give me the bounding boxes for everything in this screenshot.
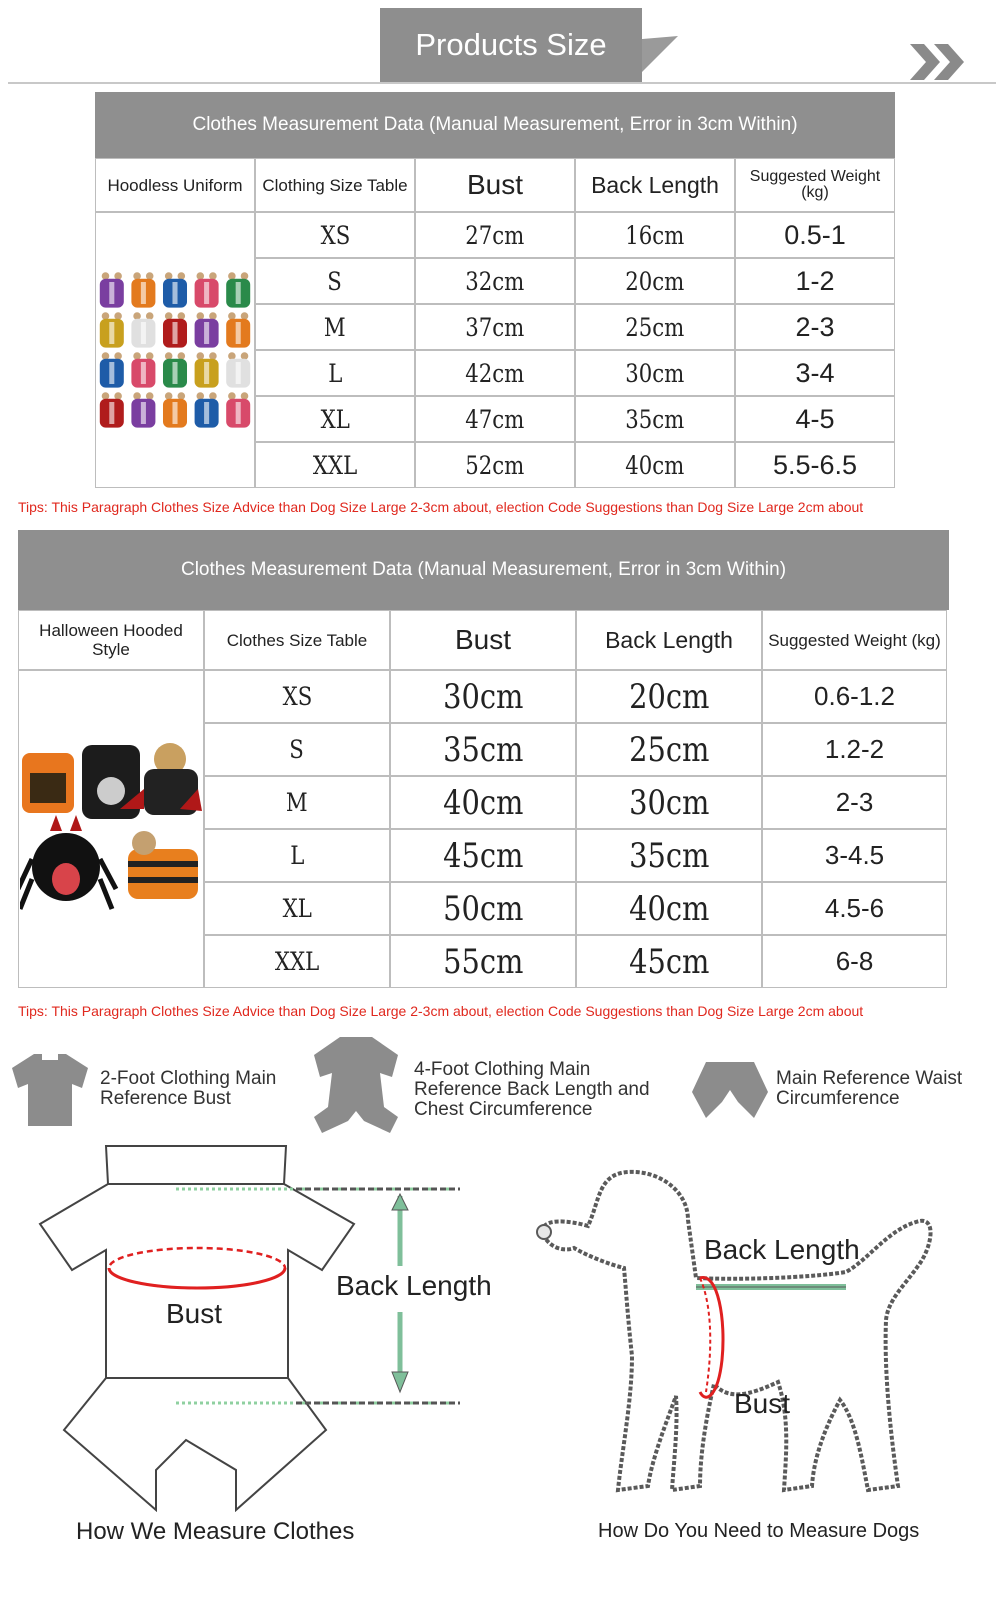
dog-caption: How Do You Need to Measure Dogs: [598, 1520, 920, 1542]
pants-icon: [692, 1062, 768, 1122]
size-table-halloween: [18, 530, 949, 990]
cell-value: 42cm: [465, 358, 525, 388]
cell-value: S: [289, 735, 305, 764]
cell-value: L: [327, 358, 343, 388]
tips-text: Tips: This Paragraph Clothes Size Advice than Dog Size Large 2-3cm about, election Code Suggestions than Dog Size Large 2cm about: [18, 499, 864, 515]
column-header: Halloween Hooded Style: [18, 610, 204, 670]
cell-value: 4.5-6: [824, 893, 885, 923]
column-header: Bust: [390, 610, 576, 670]
dog-bust-label: Bust: [734, 1388, 791, 1419]
table-cell: [204, 776, 390, 829]
clothes-measure-diagram: [36, 1140, 476, 1512]
table-cell: [255, 212, 415, 258]
cell-value: 30cm: [442, 676, 524, 717]
reference-label: Main Reference Waist Circumference: [776, 1068, 963, 1109]
halloween-costume-icon: [20, 739, 202, 919]
double-chevron-icon: [910, 44, 968, 80]
table-cell: [576, 882, 762, 935]
table-cell: [575, 304, 735, 350]
table-cell: [576, 935, 762, 988]
cell-value: 0.6-1.2: [814, 681, 895, 711]
reference-label: 4-Foot Clothing Main Reference Back Length and Chest Circumference: [414, 1059, 650, 1120]
table-cell: [204, 935, 390, 988]
table-cell: [390, 670, 576, 723]
cell-value: 45cm: [628, 941, 710, 982]
cell-value: 35cm: [625, 404, 685, 434]
cell-value: 30cm: [625, 358, 685, 388]
cell-value: XL: [282, 894, 312, 923]
cell-value: 16cm: [625, 220, 685, 250]
cell-value: 1.2-2: [824, 734, 885, 764]
table-cell: [415, 304, 575, 350]
cell-value: 45cm: [442, 835, 524, 876]
cell-value: 32cm: [465, 266, 525, 296]
cell-value: 6-8: [835, 946, 874, 976]
cell-value: XS: [320, 220, 350, 250]
header-rule: [8, 82, 996, 84]
column-header: Bust: [415, 158, 575, 212]
cell-value: 3-4.5: [824, 840, 885, 870]
cell-value: 55cm: [442, 941, 524, 982]
cell-value: 30cm: [628, 782, 710, 823]
cell-value: XL: [320, 404, 350, 434]
cell-value: 25cm: [628, 729, 710, 770]
cell-value: 47cm: [465, 404, 525, 434]
table-cell: [575, 396, 735, 442]
dog-back-length-label: Back Length: [704, 1234, 860, 1265]
cell-value: M: [286, 788, 308, 817]
cell-value: 4-5: [795, 403, 835, 434]
cell-value: 2-3: [835, 787, 874, 817]
table-cell: [390, 882, 576, 935]
cell-value: 20cm: [625, 266, 685, 296]
table-cell: [762, 723, 947, 776]
clothes-bust-label: Bust: [166, 1298, 223, 1329]
cell-value: M: [324, 312, 346, 342]
table-cell: [575, 212, 735, 258]
tips-text: Tips: This Paragraph Clothes Size Advice than Dog Size Large 2-3cm about, election Code Suggestions than Dog Size Large 2cm about: [18, 1003, 864, 1019]
table-cell: [415, 350, 575, 396]
table-cell: [415, 396, 575, 442]
pet-clothes-icon: [96, 270, 254, 430]
clothes-back-length-label: Back Length: [336, 1270, 492, 1301]
table-cell: [735, 212, 895, 258]
table-banner: Clothes Measurement Data (Manual Measurement, Error in 3cm Within): [18, 530, 949, 610]
table-cell: [390, 723, 576, 776]
table-cell: [255, 350, 415, 396]
table-cell: [390, 829, 576, 882]
table-cell: [390, 776, 576, 829]
table-cell: [415, 212, 575, 258]
table-banner: Clothes Measurement Data (Manual Measurement, Error in 3cm Within): [95, 92, 895, 158]
reference-label: 2-Foot Clothing Main Reference Bust: [100, 1068, 277, 1109]
table-cell: [576, 829, 762, 882]
size-table-hoodless: [95, 92, 895, 488]
table-cell: [255, 396, 415, 442]
product-image: [18, 670, 204, 988]
column-header: Suggested Weight (kg): [762, 610, 947, 670]
table-cell: [762, 829, 947, 882]
clothes-caption: How We Measure Clothes: [76, 1518, 355, 1545]
column-header: Clothes Size Table: [204, 610, 390, 670]
table-cell: [415, 442, 575, 488]
table-cell: [735, 258, 895, 304]
column-header: Back Length: [575, 158, 735, 212]
column-header: Clothing Size Table: [255, 158, 415, 212]
product-image: [95, 212, 255, 488]
four-foot-suit-icon: [314, 1037, 398, 1133]
table-cell: [415, 258, 575, 304]
table-cell: [762, 935, 947, 988]
table-cell: [762, 776, 947, 829]
table-cell: [204, 670, 390, 723]
cell-value: S: [327, 266, 343, 296]
table-cell: [204, 723, 390, 776]
cell-value: 2-3: [795, 311, 835, 342]
table-cell: [576, 776, 762, 829]
table-cell: [575, 350, 735, 396]
table-cell: [255, 304, 415, 350]
cell-value: 5.5-6.5: [772, 449, 858, 480]
cell-value: L: [289, 841, 305, 870]
dog-measure-diagram: [528, 1160, 948, 1500]
column-header: Suggested Weight (kg): [735, 158, 895, 212]
cell-value: 52cm: [465, 450, 525, 480]
table-cell: [204, 829, 390, 882]
cell-value: 3-4: [795, 357, 835, 388]
cell-value: 0.5-1: [784, 219, 846, 250]
cell-value: 25cm: [625, 312, 685, 342]
cell-value: 1-2: [795, 265, 835, 296]
cell-value: XXL: [274, 947, 320, 976]
table-cell: [735, 396, 895, 442]
table-cell: [762, 882, 947, 935]
cell-value: XXL: [312, 450, 358, 480]
page-title: Products Size: [380, 8, 642, 82]
column-header: Back Length: [576, 610, 762, 670]
table-cell: [735, 350, 895, 396]
table-cell: [255, 442, 415, 488]
cell-value: XS: [282, 682, 312, 711]
cell-value: 35cm: [628, 835, 710, 876]
table-cell: [390, 935, 576, 988]
table-cell: [576, 670, 762, 723]
cell-value: 37cm: [465, 312, 525, 342]
table-cell: [575, 258, 735, 304]
table-cell: [762, 670, 947, 723]
cell-value: 35cm: [442, 729, 524, 770]
cell-value: 27cm: [465, 220, 525, 250]
cell-value: 40cm: [628, 888, 710, 929]
cell-value: 20cm: [628, 676, 710, 717]
cell-value: 40cm: [625, 450, 685, 480]
two-foot-shirt-icon: [12, 1054, 88, 1126]
table-cell: [735, 442, 895, 488]
table-cell: [576, 723, 762, 776]
cell-value: 50cm: [442, 888, 524, 929]
table-cell: [204, 882, 390, 935]
table-cell: [735, 304, 895, 350]
table-cell: [255, 258, 415, 304]
table-cell: [575, 442, 735, 488]
column-header: Hoodless Uniform: [95, 158, 255, 212]
cell-value: 40cm: [442, 782, 524, 823]
